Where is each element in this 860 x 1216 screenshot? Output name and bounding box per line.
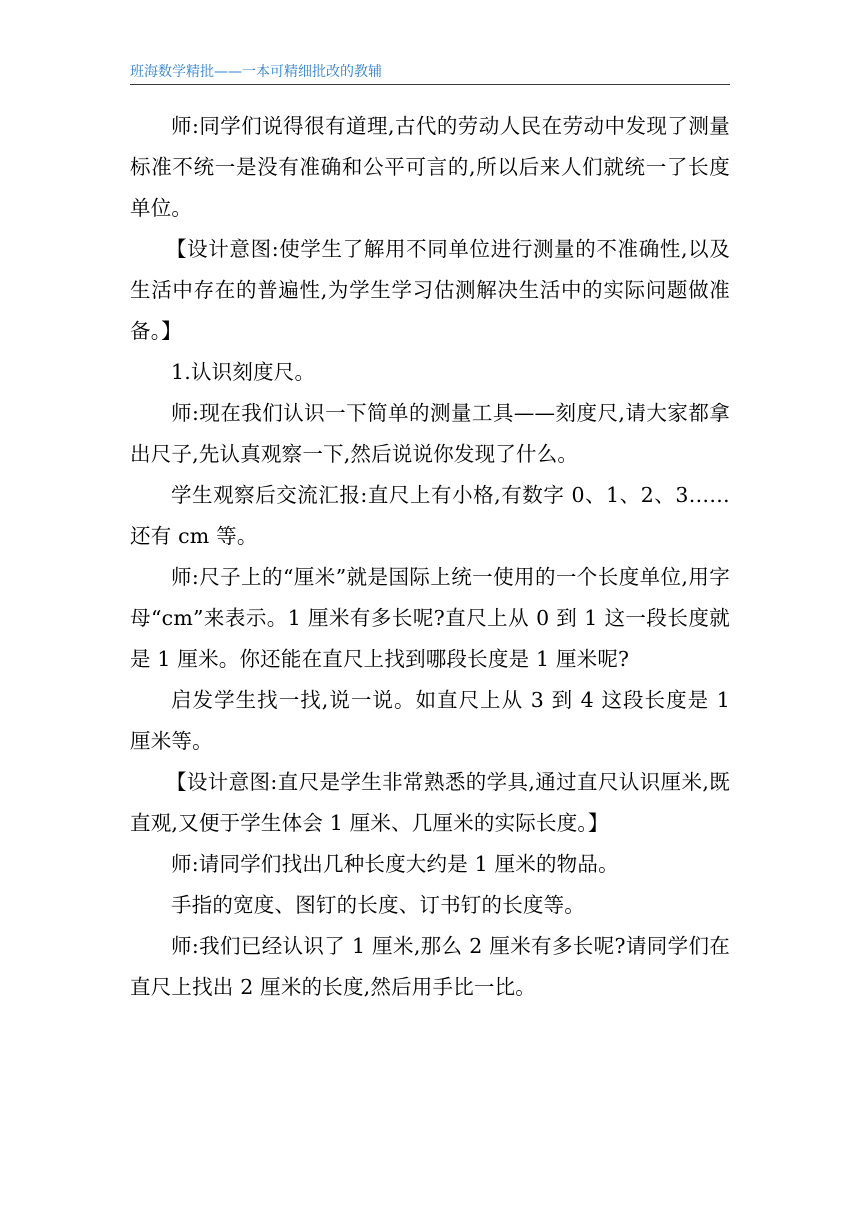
design-intent-2: 【设计意图:直尺是学生非常熟悉的学具,通过直尺认识厘米,既直观,又便于学生体会 1 厘米、几厘米的实际长度。】 <box>130 770 730 835</box>
paragraph-4: 师:尺子上的“厘米”就是国际上统一使用的一个长度单位,用字母“cm”来表示。1 厘米有多长呢?直尺上从 0 到 1 这一段长度就是 1 厘米。你还能在直尺上找到哪段长度是 1 厘米呢? <box>130 565 730 671</box>
paragraph-2: 师:现在我们认识一下简单的测量工具——刻度尺,请大家都拿出尺子,先认真观察一下,然后说说你发现了什么。 <box>130 401 730 466</box>
page-header <box>130 62 730 85</box>
paragraph-3: 学生观察后交流汇报:直尺上有小格,有数字 0、1、2、3……还有 cm 等。 <box>130 483 730 548</box>
paragraph-5: 启发学生找一找,说一说。如直尺上从 3 到 4 这段长度是 1 厘米等。 <box>130 688 730 753</box>
header-title: 班海数学精批——一本可精细批改的教辅 <box>130 64 382 80</box>
design-intent-1: 【设计意图:使学生了解用不同单位进行测量的不准确性,以及生活中存在的普遍性,为学生学习估测解决生活中的实际问题做准备。】 <box>130 237 730 343</box>
document-body <box>130 106 730 1008</box>
paragraph-7: 手指的宽度、图钉的长度、订书钉的长度等。 <box>171 893 585 917</box>
paragraph-6: 师:请同学们找出几种长度大约是 1 厘米的物品。 <box>171 852 619 876</box>
paragraph-8: 师:我们已经认识了 1 厘米,那么 2 厘米有多长呢?请同学们在直尺上找出 2 厘米的长度,然后用手比一比。 <box>130 934 730 999</box>
paragraph-1: 师:同学们说得很有道理,古代的劳动人民在劳动中发现了测量标准不统一是没有准确和公平可言的,所以后来人们就统一了长度单位。 <box>130 114 730 220</box>
section-heading: 1.认识刻度尺。 <box>171 360 316 384</box>
